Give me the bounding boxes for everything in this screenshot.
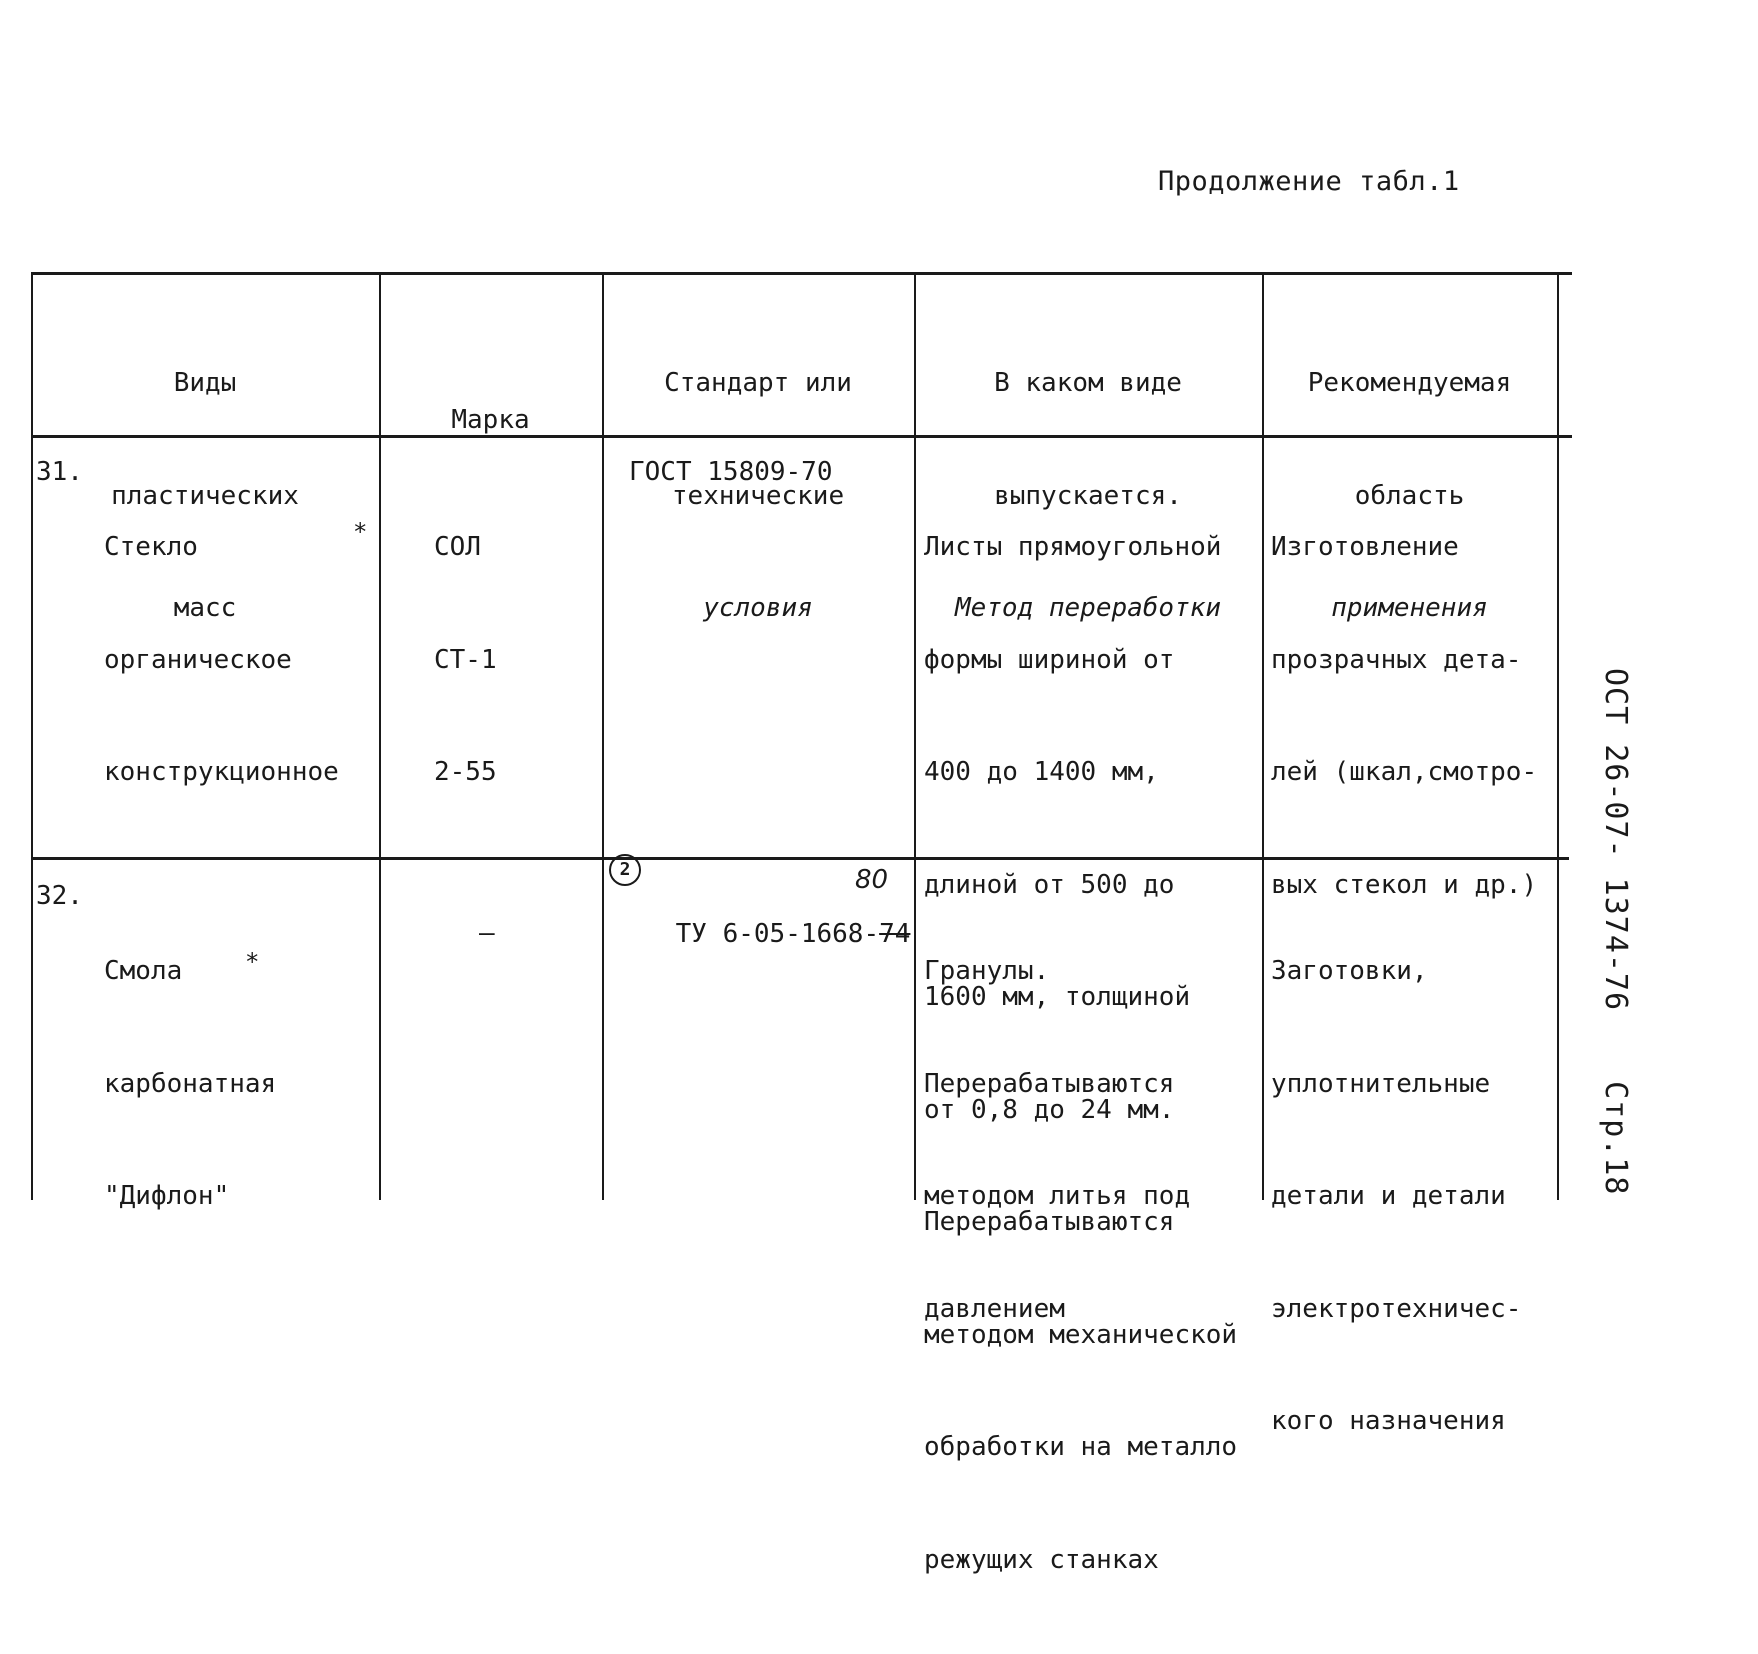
row31-footnote-mark: * <box>353 518 368 546</box>
row31-type: Стекло органическое конструкционное <box>104 532 339 787</box>
page-number: Стр.18 <box>1598 1081 1633 1196</box>
table-right-rule <box>1557 272 1559 1200</box>
row32-type: Смола карбонатная "Дифлон" <box>104 956 277 1211</box>
row32-footnote-mark: * <box>245 948 260 976</box>
table-continuation-label: Продолжение табл.1 <box>1158 166 1460 197</box>
row31-form: Листы прямоугольной формы шириной от 400 до 1400 мм, длиной от 500 до 1600 мм, толщиной от 0,8 до 24 мм. Перерабатываются методом механической обработки на металло режущих станках <box>924 532 1238 1575</box>
row32-standard: ТУ 6-05-1668-74 <box>675 918 911 949</box>
header-standard: Стандарт или технические условия <box>664 368 852 623</box>
document-code: ОСТ 26-07- 1374-76 <box>1598 668 1633 1012</box>
plastics-table <box>31 272 1572 1575</box>
row31-grade: СОЛ СТ-1 2-55 <box>434 532 497 787</box>
side-document-code <box>1598 668 1633 1195</box>
header-form-method: В каком виде выпускается. Метод переработки <box>954 368 1222 623</box>
row32-application: Заготовки, уплотнительные детали и детали электротехничес- кого назначения <box>1271 956 1522 1436</box>
row32-standard-handwritten-year: 80 <box>855 865 889 895</box>
row32-form: Гранулы. Перерабатываются методом литья под давлением <box>924 956 1191 1324</box>
header-application: Рекомендуемая область применения <box>1307 368 1512 623</box>
row32-grade: — <box>479 918 495 948</box>
row31-application: Изготовление прозрачных дета- лей (шкал,смотро- вых стекол и др.) <box>1271 532 1538 900</box>
row32-standard-struck-year: 74 <box>879 918 911 949</box>
header-grade: Марка <box>451 405 530 435</box>
header-plastic-type: Виды пластических масс <box>111 368 299 623</box>
row32-change-mark: 2 <box>609 854 641 886</box>
row32-number: 32. <box>36 881 83 911</box>
row31-number: 31. <box>36 457 83 487</box>
table-top-rule <box>31 272 1572 275</box>
row31-standard: ГОСТ 15809-70 <box>629 457 833 487</box>
